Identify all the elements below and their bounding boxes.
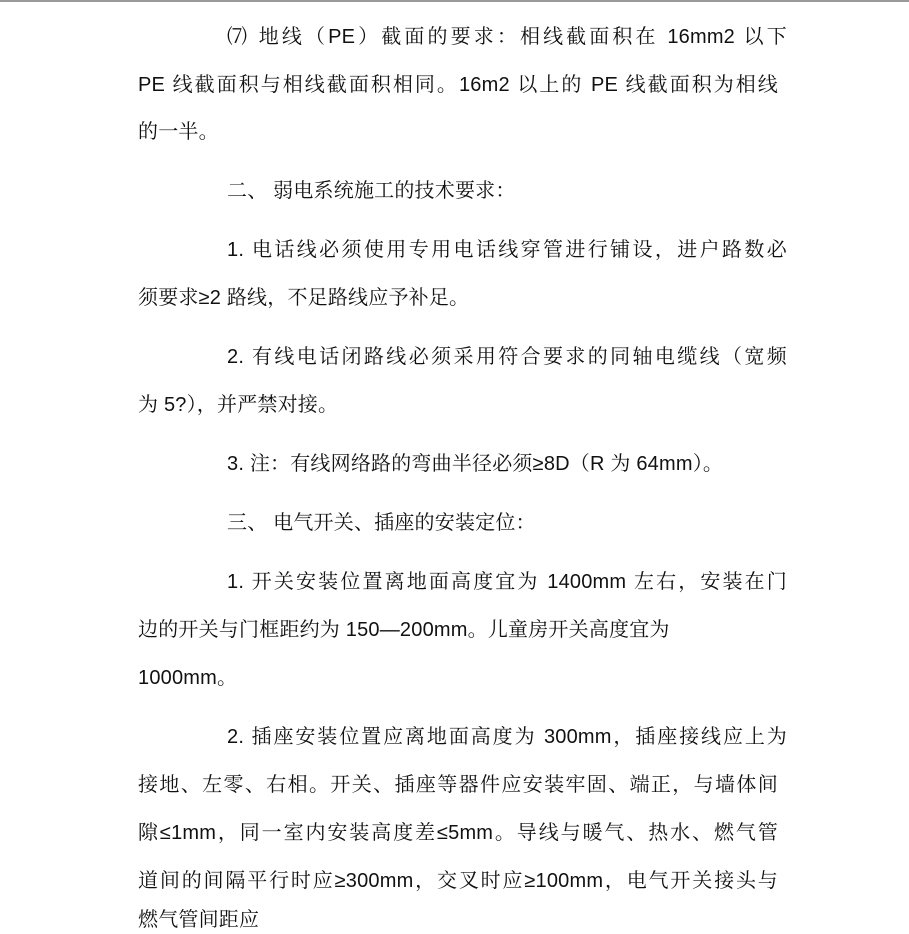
text-line: PE 线截面积与相线截面积相同。16m2 以上的 PE 线截面积为相线: [138, 74, 778, 96]
section-heading: 二、 弱电系统施工的技术要求：: [227, 180, 516, 202]
text-line: 1. 开关安装位置离地面高度宜为 1400mm 左右，安装在门: [227, 571, 787, 593]
text-line: 为 5?），并严禁对接。: [138, 394, 339, 416]
text-line: ⑺ 地线（PE）截面的要求：相线截面积在 16mm2 以下: [227, 26, 787, 48]
section-heading: 三、 电气开关、插座的安装定位：: [227, 512, 536, 534]
text-line: 2. 有线电话闭路线必须采用符合要求的同轴电缆线（宽频: [227, 346, 787, 368]
text-line: 接地、左零、右相。开关、插座等器件应安装牢固、端正，与墙体间: [138, 774, 778, 796]
text-line: 燃气管间距应: [138, 909, 260, 931]
text-line: 2. 插座安装位置应离地面高度为 300mm，插座接线应上为: [227, 726, 787, 748]
text-line: 3. 注：有线网络路的弯曲半径必须≥8D（R 为 64mm）。: [227, 453, 724, 475]
text-line: 隙≤1mm，同一室内安装高度差≤5mm。导线与暖气、热水、燃气管: [138, 822, 778, 844]
text-line: 的一半。: [138, 121, 219, 143]
text-line: 1. 电话线必须使用专用电话线穿管进行铺设，进户路数必: [227, 239, 787, 261]
text-line: 边的开关与门框距约为 150—200mm。儿童房开关高度宜为: [138, 619, 670, 641]
text-line: 须要求≥2 路线，不足路线应予补足。: [138, 287, 470, 309]
text-line: 道间的间隔平行时应≥300mm，交叉时应≥100mm，电气开关接头与: [138, 870, 778, 892]
text-line: 1000mm。: [138, 667, 238, 689]
